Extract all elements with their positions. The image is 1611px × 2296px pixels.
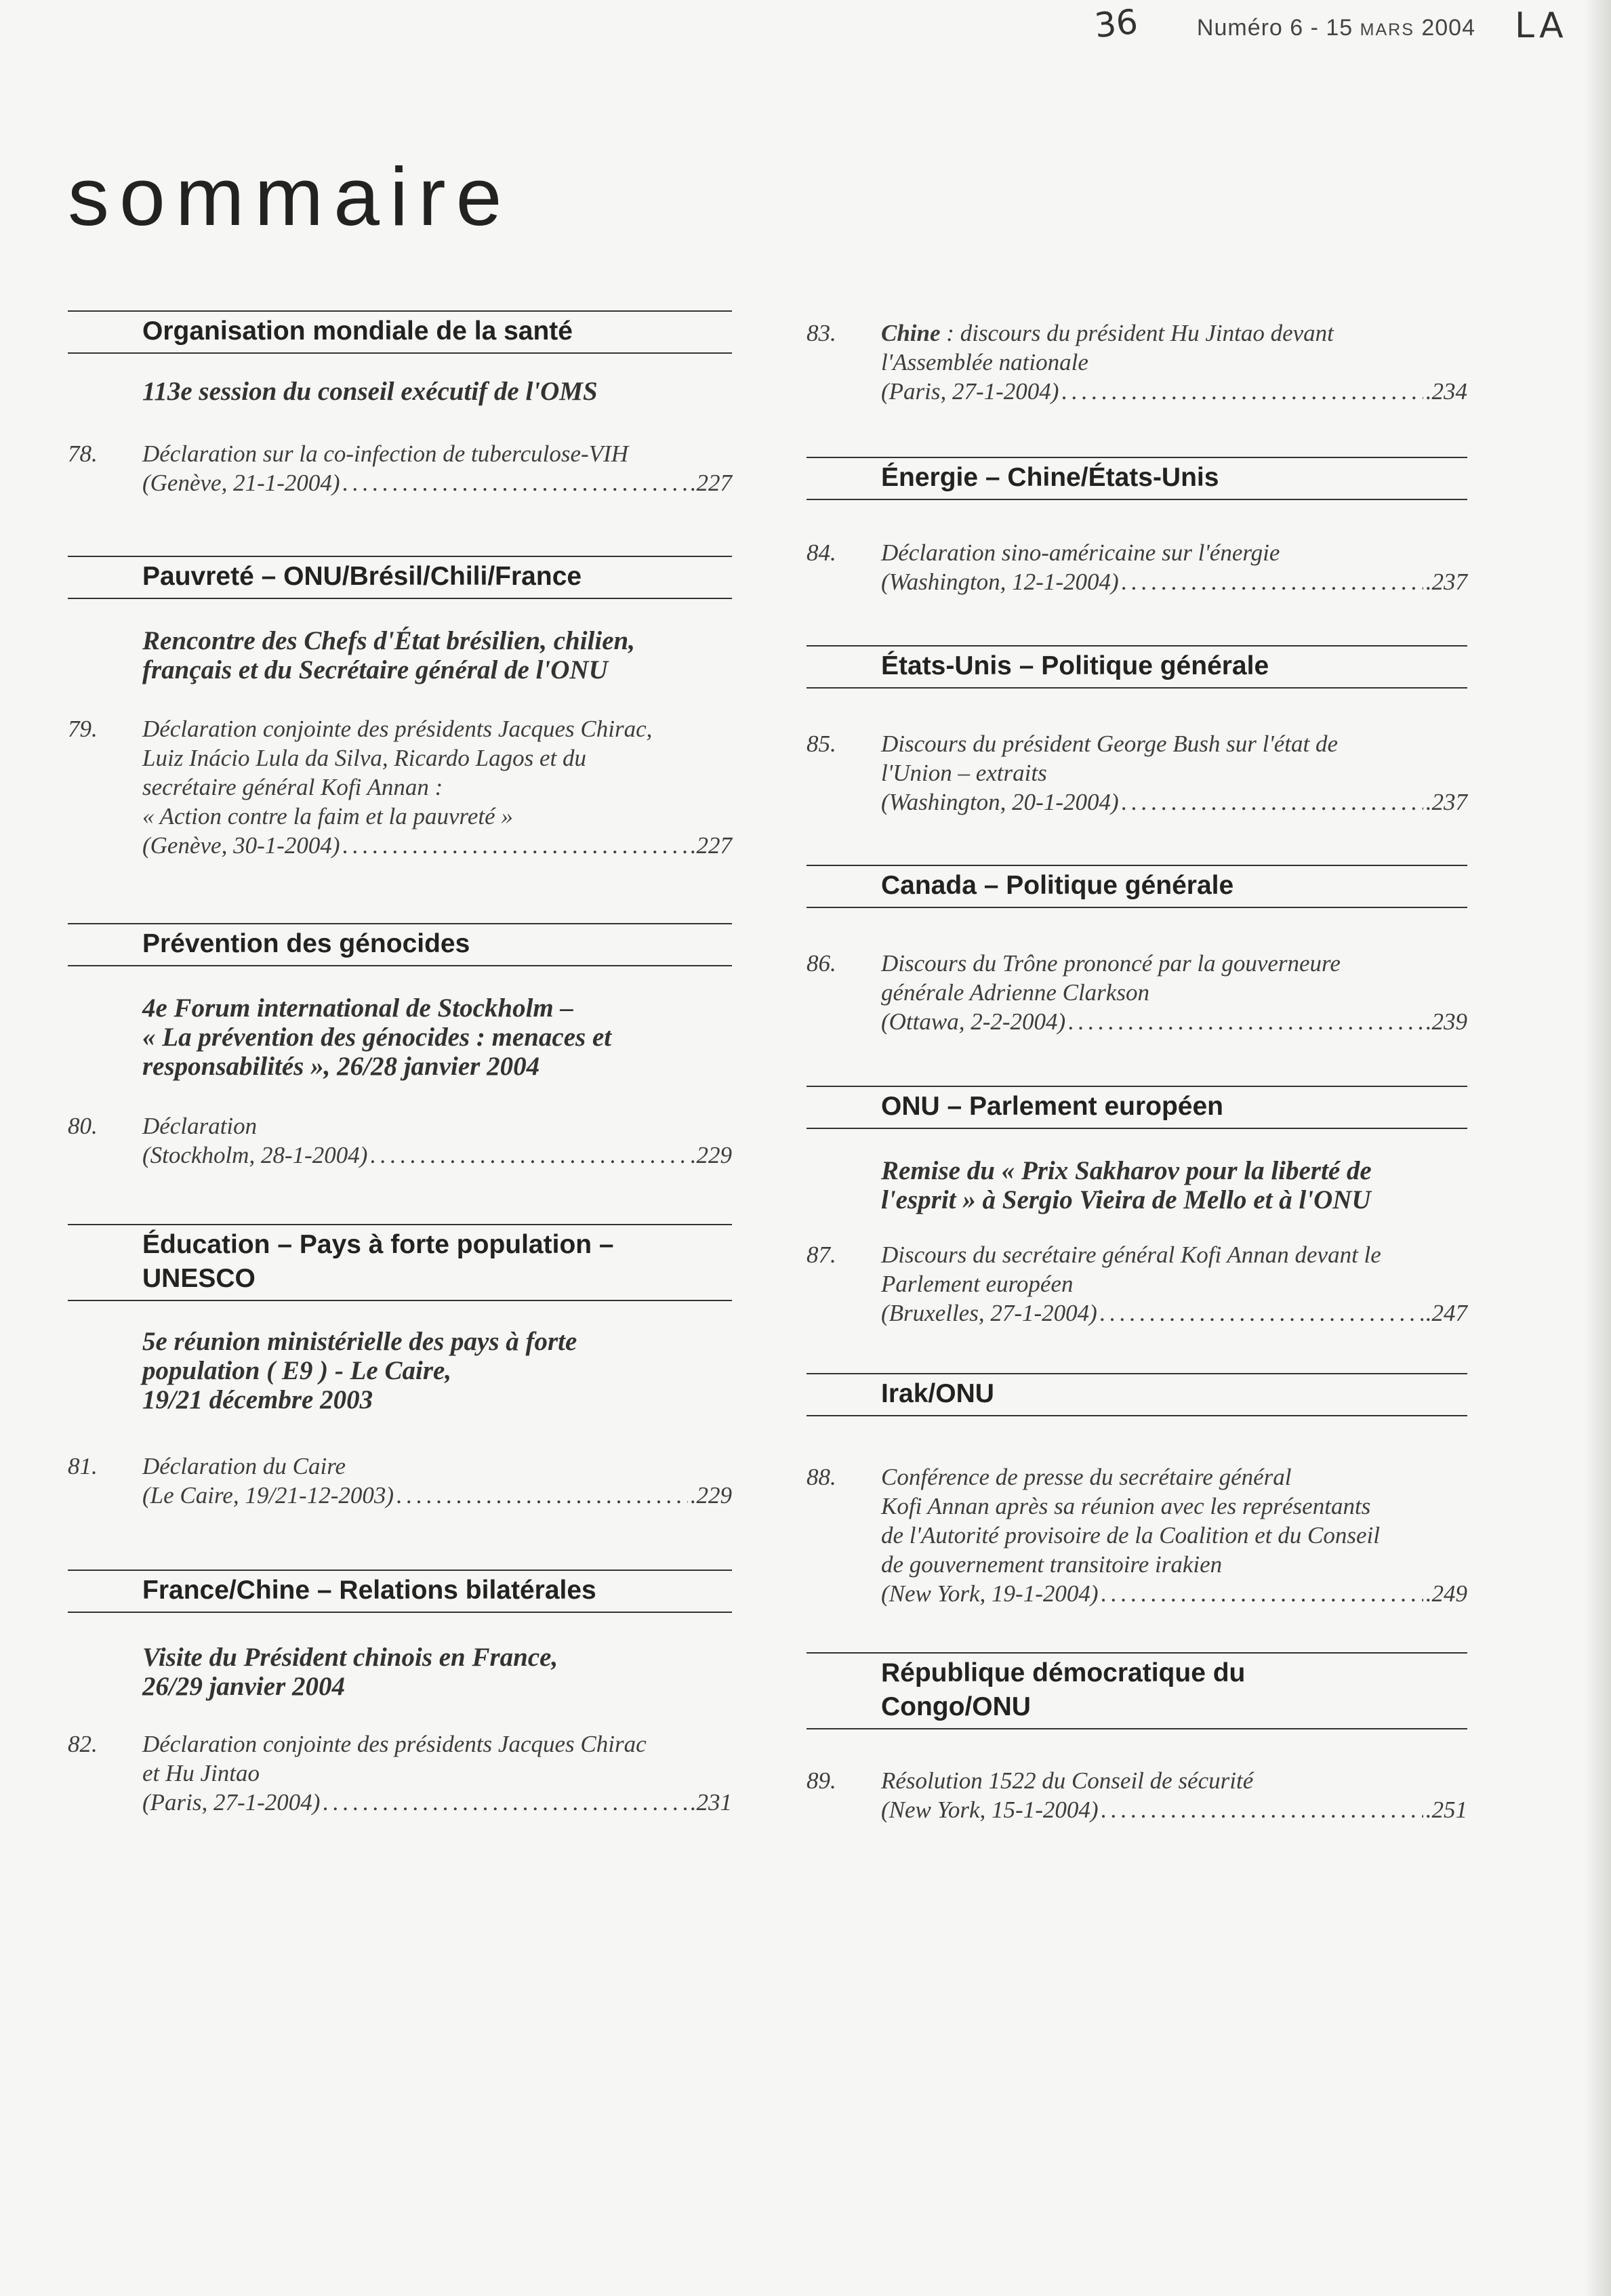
page-ref: .249 xyxy=(1425,1580,1467,1607)
section-heading: Énergie – Chine/États-Unis xyxy=(807,457,1467,500)
section-subtitle: Remise du « Prix Sakharov pour la liberté de l'esprit » à Sergio Vieira de Mello et à l'ONU xyxy=(881,1156,1372,1214)
section-oms xyxy=(68,310,732,354)
leader-dots xyxy=(323,1788,687,1817)
section-heading: Prévention des génocides xyxy=(68,923,732,966)
entry-number: 79. xyxy=(68,716,98,742)
entry-number: 85. xyxy=(807,731,836,757)
page-title: sommaire xyxy=(68,150,512,243)
page-ref: .227 xyxy=(690,470,732,496)
handwritten-initials: LA xyxy=(1515,5,1568,46)
toc-entry[interactable]: 80. Déclaration (Stockholm, 28-1-2004) ..... .229 xyxy=(68,1111,732,1170)
section-heading: République démocratique du Congo/ONU xyxy=(807,1652,1467,1729)
entry-number: 84. xyxy=(807,539,836,566)
leader-dots xyxy=(396,1481,688,1510)
toc-entry[interactable]: 83. Chine : discours du président Hu Jintao devant l'Assemblée nationale (Paris, 27-1-2004) ..... .234 xyxy=(807,319,1467,406)
section-etats-unis xyxy=(807,645,1467,689)
leader-dots xyxy=(343,468,688,497)
leader-dots xyxy=(343,831,688,860)
page-ref: .229 xyxy=(690,1482,732,1509)
section-heading: Pauvreté – ONU/Brésil/Chili/France xyxy=(68,556,732,599)
page-ref: .231 xyxy=(690,1789,732,1816)
leader-dots xyxy=(1101,1795,1423,1824)
page-edge-shadow xyxy=(1584,0,1611,2296)
entry-number: 81. xyxy=(68,1453,98,1479)
leader-dots xyxy=(1061,377,1423,406)
section-subtitle: 4e Forum international de Stockholm – « La prévention des génocides : menaces et responsabilités », 26/28 janvier 2004 xyxy=(142,993,612,1081)
leader-dots xyxy=(1122,787,1423,817)
section-onu-parlement xyxy=(807,1086,1467,1129)
page-ref: .237 xyxy=(1425,789,1467,815)
section-heading: Irak/ONU xyxy=(807,1373,1467,1416)
entry-number: 82. xyxy=(68,1731,98,1757)
toc-entry[interactable]: 78. Déclaration sur la co-infection de tuberculose-VIH (Genève, 21-1-2004) ..... .227 xyxy=(68,439,732,497)
page-ref: .229 xyxy=(690,1142,732,1168)
toc-entry[interactable]: 85. Discours du président George Bush sur l'état de l'Union – extraits (Washington, 20-1-2004) ..... .237 xyxy=(807,729,1467,817)
section-pauvrete xyxy=(68,556,732,599)
section-irak-onu xyxy=(807,1373,1467,1416)
section-france-chine xyxy=(68,1570,732,1613)
issue-month: MARS xyxy=(1360,20,1414,39)
entry-number: 88. xyxy=(807,1464,836,1490)
section-heading: États-Unis – Politique générale xyxy=(807,645,1467,689)
entry-number: 80. xyxy=(68,1113,98,1139)
toc-entry[interactable]: 79. Déclaration conjointe des présidents Jacques Chirac, Luiz Inácio Lula da Silva, Ricardo Lagos et du secrétaire général Kofi Annan : « Action contre la faim et la pauvreté » (Genève, 30-1-2004) ..... .227 xyxy=(68,714,732,860)
leader-dots xyxy=(1068,1007,1423,1036)
section-genocides xyxy=(68,923,732,966)
page-ref: .239 xyxy=(1425,1008,1467,1035)
section-subtitle: 5e réunion ministérielle des pays à forte population ( E9 ) - Le Caire, 19/21 décembre 2003 xyxy=(142,1327,577,1414)
section-rdc-onu xyxy=(807,1652,1467,1729)
section-subtitle: Rencontre des Chefs d'État brésilien, chilien, français et du Secrétaire général de l'ONU xyxy=(142,626,635,684)
section-canada xyxy=(807,865,1467,908)
section-heading: ONU – Parlement européen xyxy=(807,1086,1467,1129)
entry-number: 78. xyxy=(68,440,98,467)
toc-entry[interactable]: 89. Résolution 1522 du Conseil de sécurité (New York, 15-1-2004) ..... .251 xyxy=(807,1766,1467,1824)
section-heading: Organisation mondiale de la santé xyxy=(68,310,732,354)
entry-number: 86. xyxy=(807,950,836,977)
issue-header xyxy=(1197,15,1475,41)
leader-dots xyxy=(1100,1298,1423,1328)
section-heading: Éducation – Pays à forte population – UNESCO xyxy=(68,1224,732,1301)
page-ref: .227 xyxy=(690,832,732,859)
section-energie xyxy=(807,457,1467,500)
entry-number: 89. xyxy=(807,1767,836,1794)
entry-number: 87. xyxy=(807,1242,836,1268)
toc-entry[interactable]: 88. Conférence de presse du secrétaire général Kofi Annan après sa réunion avec les représentants de l'Autorité provisoire de la Coalition et du Conseil de gouvernement transitoire irakien (New York, 19-1-2004) ..... .249 xyxy=(807,1462,1467,1608)
toc-entry[interactable]: 87. Discours du secrétaire général Kofi Annan devant le Parlement européen (Bruxelles, 27-1-2004) ..... .247 xyxy=(807,1240,1467,1328)
section-heading: Canada – Politique générale xyxy=(807,865,1467,908)
page-ref: .247 xyxy=(1425,1300,1467,1326)
entry-number: 83. xyxy=(807,320,836,346)
toc-entry[interactable]: 81. Déclaration du Caire (Le Caire, 19/21-12-2003) ..... .229 xyxy=(68,1452,732,1510)
leader-dots xyxy=(1122,567,1423,596)
toc-entry[interactable]: 86. Discours du Trône prononcé par la gouverneure générale Adrienne Clarkson (Ottawa, 2-2-2004) ..... .239 xyxy=(807,949,1467,1036)
issue-year: 2004 xyxy=(1414,15,1475,41)
leader-dots xyxy=(1101,1579,1423,1608)
page-ref: .237 xyxy=(1425,569,1467,595)
page-ref: .234 xyxy=(1425,378,1467,405)
page-ref: .251 xyxy=(1425,1797,1467,1823)
section-heading: France/Chine – Relations bilatérales xyxy=(68,1570,732,1613)
toc-entry[interactable]: 82. Déclaration conjointe des présidents Jacques Chirac et Hu Jintao (Paris, 27-1-2004) ..... .231 xyxy=(68,1729,732,1817)
section-subtitle: Visite du Président chinois en France, 26/29 janvier 2004 xyxy=(142,1643,558,1701)
issue-number: Numéro 6 - 15 xyxy=(1196,15,1360,41)
section-subtitle: 113e session du conseil exécutif de l'OMS xyxy=(142,377,598,406)
leader-dots xyxy=(370,1141,687,1170)
toc-entry[interactable]: 84. Déclaration sino-américaine sur l'énergie (Washington, 12-1-2004) ..... .237 xyxy=(807,538,1467,596)
section-education xyxy=(68,1224,732,1301)
handwritten-page-number: 36 xyxy=(1093,1,1140,46)
